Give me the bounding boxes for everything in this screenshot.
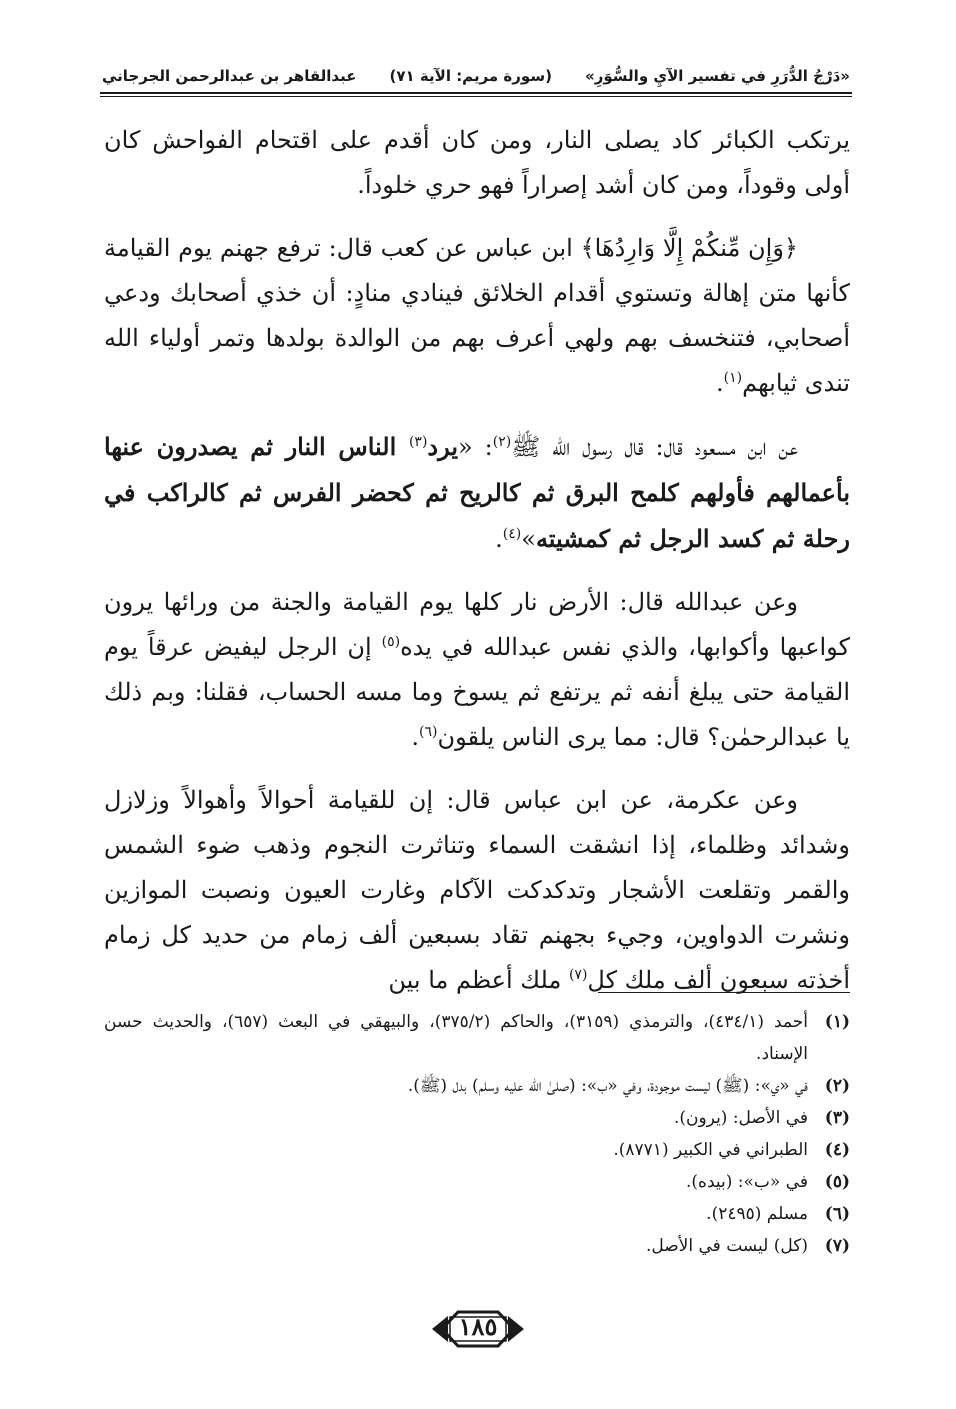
footnote-ref-6[interactable]: (٦) bbox=[418, 724, 438, 740]
footnote-ref-2[interactable]: (٢) bbox=[492, 434, 512, 450]
header-rule-thin bbox=[100, 96, 852, 97]
main-text bbox=[104, 118, 850, 1021]
header-section: (سورة مريم: الآية ٧١) bbox=[389, 67, 552, 85]
footnotes bbox=[104, 1006, 850, 1262]
footnote-separator bbox=[598, 992, 850, 993]
footnote-ref-4[interactable]: (٤) bbox=[502, 526, 522, 542]
running-header bbox=[102, 62, 850, 90]
paragraph-4: وعن عبدالله قال: الأرض نار كلها يوم القيامة والجنة من ورائها يرون كواعبها وأكوابها، والذي نفس عبدالله في يده$^{(٥)}$ إن الرجل ليفيض عرقاً يوم القيامة حتى يبلغ أنفه ثم يرتفع ثم يسوخ وما مسه الحساب، فقلنا: وبم ذلك يا عبدالرحمٰن؟ قال: مما يرى الناس يلقون$^{(٦)}$. bbox=[104, 588, 851, 751]
footnote-3: (٣) في الأصل: (يرون). bbox=[673, 1108, 850, 1128]
page-number: ١٨٥ bbox=[458, 1312, 498, 1341]
footnote-ref-5[interactable]: (٥) bbox=[381, 634, 401, 650]
footnote-7: (٧) (كل) ليست في الأصل. bbox=[645, 1236, 850, 1256]
footnote-5: (٥) في «ب»: (بيده). bbox=[686, 1172, 850, 1192]
paragraph-1: يرتكب الكبائر كاد يصلى النار، ومن كان أقدم على اقتحام الفواحش كان أولى وقوداً، ومن كان أشد إصراراً فهو حري خلوداً. bbox=[104, 126, 850, 199]
footnote-ref-7[interactable]: (٧) bbox=[568, 967, 588, 983]
hadith-text: الناس النار ثم يصدرون عنها بأعمالهم فأولهم كلمح البرق ثم كالريح ثم كحضر الفرس ثم كالراكب في رحلة ثم كسد الرجل ثم كمشيته bbox=[104, 432, 850, 553]
footnote-1: (١) أحمد (٤٣٤/١)، والترمذي (٣١٥٩)، والحاكم (٣٧٥/٢)، والبيهقي في البعث (٦٥٧)، والحديث حسن الإسناد. bbox=[104, 1012, 850, 1064]
header-rule bbox=[100, 92, 852, 94]
paragraph-3: عن ابن مسعود قال: قال رسول الله ﷺ$^{(٢)}$: «يرد$^{(٣)}$ الناس النار ثم يصدرون عنها بأعمالهم فأولهم كلمح البرق ثم كالريح ثم كحضر الفرس ثم كالراكب في رحلة ثم كسد الرجل ثم كمشيته»$^{(٤)}$. bbox=[104, 432, 850, 553]
page-number-ornament bbox=[428, 1306, 528, 1352]
footnote-4: (٤) الطبراني في الكبير (٨٧٧١). bbox=[613, 1140, 850, 1160]
footnote-ref-3[interactable]: (٣) bbox=[408, 434, 428, 450]
footnote-2: (٢) في «ي»: (ﷺ) ليست موجودة، وفي «ب»: (صلىٰ الله عليه وسلم) بدل (ﷺ). bbox=[407, 1076, 850, 1096]
footnote-ref-1[interactable]: (١) bbox=[723, 370, 743, 386]
paragraph-2: ﴿وَإِن مِّنكُمْ إِلَّا وَارِدُهَا﴾ ابن عباس عن كعب قال: ترفع جهنم يوم القيامة كأنها متن إهالة وتستوي أقدام الخلائق فينادي منادٍ: أن خذي أصحابك ودعي أصحابي، فتنخسف بهم ولهي أعرف بهم من الوالدة بولدها وتمر أولياء الله تندى ثيابهم$^{(١)}$. bbox=[104, 234, 850, 397]
header-author: عبدالقاهر بن عبدالرحمن الجرجاني bbox=[102, 67, 357, 85]
header-book-title: «دَرْجُ الدُّرَرِ في تفسير الآيِ والسُّوَرِ» bbox=[585, 67, 850, 85]
footnote-6: (٦) مسلم (٢٤٩٥). bbox=[706, 1204, 850, 1224]
paragraph-5: وعن عكرمة، عن ابن عباس قال: إن للقيامة أحوالاً وأهوالاً وزلازل وشدائد وظلماء، إذا انشقت السماء وتناثرت النجوم وذهب ضوء الشمس والقمر وتقلعت الأشجار وتدكدكت الآكام وغارت العيون ونصبت الموازين ونشرت الدواوين، وجيء بجهنم تقاد بسبعين ألف زمام من حديد كل زمام أخذته سبعون ألف ملك كل$^{(٧)}$ ملك أعظم ما بين bbox=[104, 786, 850, 994]
hadith-text-start: يرد bbox=[427, 432, 459, 461]
